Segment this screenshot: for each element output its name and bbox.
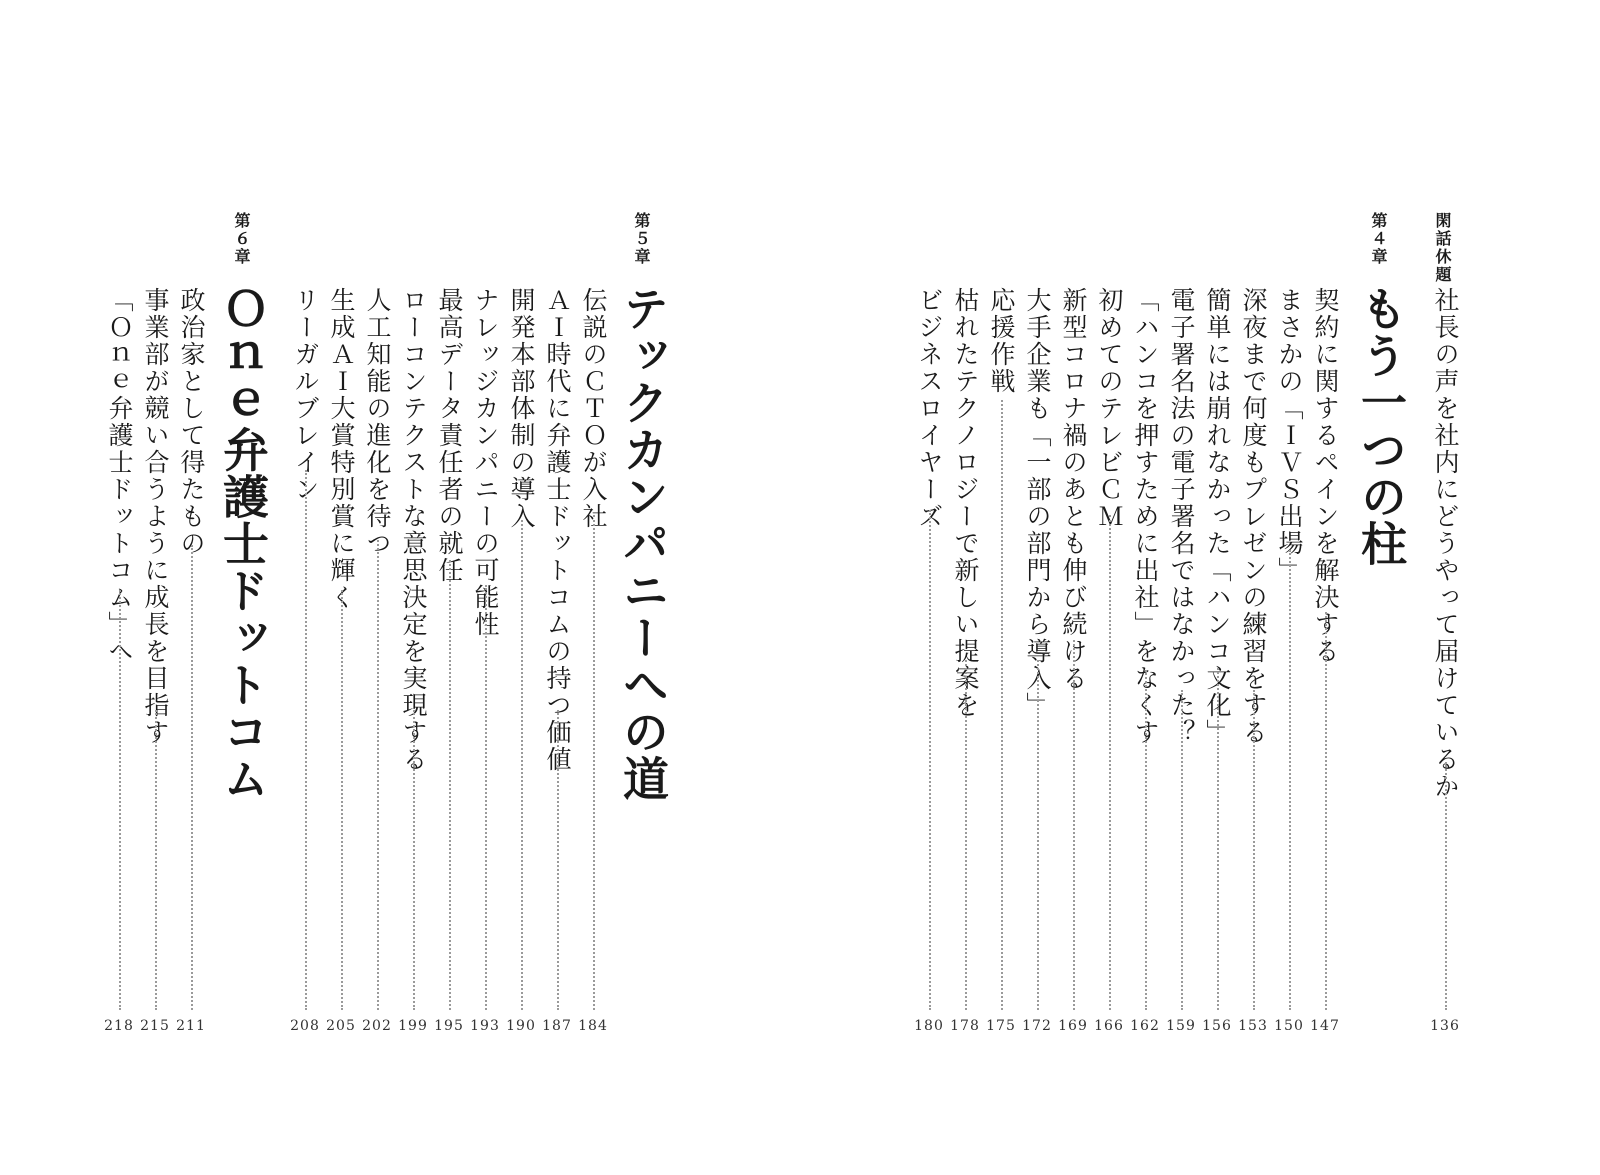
dot-leader <box>485 585 487 1010</box>
dot-leader <box>305 470 307 1010</box>
toc-entry-title[interactable]: 枯れたテクノロジーで新しい提案を <box>951 287 980 719</box>
toc-entry-title[interactable]: 社長の声を社内にどうやって届けているか <box>1431 287 1460 800</box>
page-number: 187 <box>542 1018 572 1034</box>
page-number: 147 <box>1310 1018 1340 1034</box>
dot-leader <box>1073 640 1075 1010</box>
toc-entry-title[interactable]: 契約に関するペインを解決する <box>1311 287 1340 665</box>
dot-leader <box>413 710 415 1010</box>
page-number: 172 <box>1022 1018 1052 1034</box>
toc-entry-title[interactable]: まさかの「ＩＶＳ出場」 <box>1275 287 1304 584</box>
chapter-label: 第５章 <box>632 212 651 266</box>
toc-entry-title[interactable]: 事業部が競い合うように成長を目指す <box>141 287 170 746</box>
page-number: 193 <box>470 1018 500 1034</box>
page-number: 156 <box>1202 1018 1232 1034</box>
page-number: 190 <box>506 1018 536 1034</box>
toc-entry-title[interactable]: ＡＩ時代に弁護士ドットコムの持つ価値 <box>543 287 572 773</box>
page-number: 195 <box>434 1018 464 1034</box>
dot-leader <box>1037 660 1039 1010</box>
dot-leader <box>965 660 967 1010</box>
chapter-title: テックカンパニーへの道 <box>616 285 670 802</box>
section-label: 閑話休題 <box>1433 212 1452 284</box>
toc-entry-title[interactable]: ローコンテクストな意思決定を実現する <box>399 287 428 773</box>
dot-leader <box>1253 690 1255 1010</box>
page-number: 218 <box>104 1018 134 1034</box>
dot-leader <box>191 545 193 1010</box>
toc-entry-title[interactable]: 最高データ責任者の就任 <box>435 287 464 584</box>
page-number: 180 <box>914 1018 944 1034</box>
dot-leader <box>929 510 931 1010</box>
page-number: 205 <box>326 1018 356 1034</box>
toc-entry-title[interactable]: リーガルブレイン <box>291 287 320 503</box>
toc-entry-title[interactable]: 「Ｏｎｅ弁護士ドットコム」へ <box>105 287 134 665</box>
toc-entry-title[interactable]: 開発本部体制の導入 <box>507 287 536 530</box>
dot-leader <box>377 540 379 1010</box>
page-number: 169 <box>1058 1018 1088 1034</box>
dot-leader <box>449 560 451 1010</box>
dot-leader <box>1145 670 1147 1010</box>
chapter-title: もう一つの柱 <box>1354 285 1408 567</box>
toc-entry-title[interactable]: 生成ＡＩ大賞特別賞に輝く <box>327 287 356 611</box>
dot-leader <box>1445 762 1447 1010</box>
page-number: 199 <box>398 1018 428 1034</box>
page-number: 208 <box>290 1018 320 1034</box>
dot-leader <box>521 520 523 1010</box>
page-number: 184 <box>578 1018 608 1034</box>
dot-leader <box>155 710 157 1010</box>
dot-leader <box>557 710 559 1010</box>
toc-entry-title[interactable]: ビジネスロイヤーズ <box>915 287 944 530</box>
chapter-title: Ｏｎｅ弁護士ドットコム <box>216 285 270 802</box>
dot-leader <box>1325 612 1327 1010</box>
dot-leader <box>593 515 595 1010</box>
dot-leader <box>1109 515 1111 1010</box>
toc-entry-title[interactable]: 深夜まで何度もプレゼンの練習をする <box>1239 287 1268 746</box>
toc-entry-title[interactable]: 「ハンコを押すために出社」をなくす <box>1131 287 1160 746</box>
page-number: 166 <box>1094 1018 1124 1034</box>
toc-entry-title[interactable]: 電子署名法の電子署名ではなかった？ <box>1167 287 1196 746</box>
toc-entry-title[interactable]: 応援作戦 <box>987 287 1016 395</box>
toc-entry-title[interactable]: 政治家として得たもの <box>177 287 206 557</box>
dot-leader <box>1289 550 1291 1010</box>
toc-entry-title[interactable]: 簡単には崩れなかった「ハンコ文化」 <box>1203 287 1232 746</box>
dot-leader <box>341 590 343 1010</box>
page-number: 211 <box>176 1018 206 1034</box>
chapter-label: 第４章 <box>1369 212 1388 266</box>
toc-entry-title[interactable]: 伝説のＣＴＯが入社 <box>579 287 608 530</box>
dot-leader <box>119 590 121 1010</box>
page-number: 175 <box>986 1018 1016 1034</box>
dot-leader <box>1181 690 1183 1010</box>
page-number: 162 <box>1130 1018 1160 1034</box>
chapter-label: 第６章 <box>232 212 251 266</box>
toc-entry-title[interactable]: 初めてのテレビＣＭ <box>1095 287 1124 530</box>
toc-entry-title[interactable]: 人工知能の進化を待つ <box>363 287 392 557</box>
page-number: 202 <box>362 1018 392 1034</box>
toc-entry-title[interactable]: 新型コロナ禍のあとも伸び続ける <box>1059 287 1088 692</box>
dot-leader <box>1217 668 1219 1010</box>
toc-entry-title[interactable]: ナレッジカンパニーの可能性 <box>471 287 500 638</box>
dot-leader <box>1001 400 1003 1010</box>
page-number: 178 <box>950 1018 980 1034</box>
page-number: 159 <box>1166 1018 1196 1034</box>
page-number: 136 <box>1430 1018 1460 1034</box>
page-number: 150 <box>1274 1018 1304 1034</box>
page-number: 215 <box>140 1018 170 1034</box>
toc-entry-title[interactable]: 大手企業も「一部の部門から導入」 <box>1023 287 1052 719</box>
page-number: 153 <box>1238 1018 1268 1034</box>
